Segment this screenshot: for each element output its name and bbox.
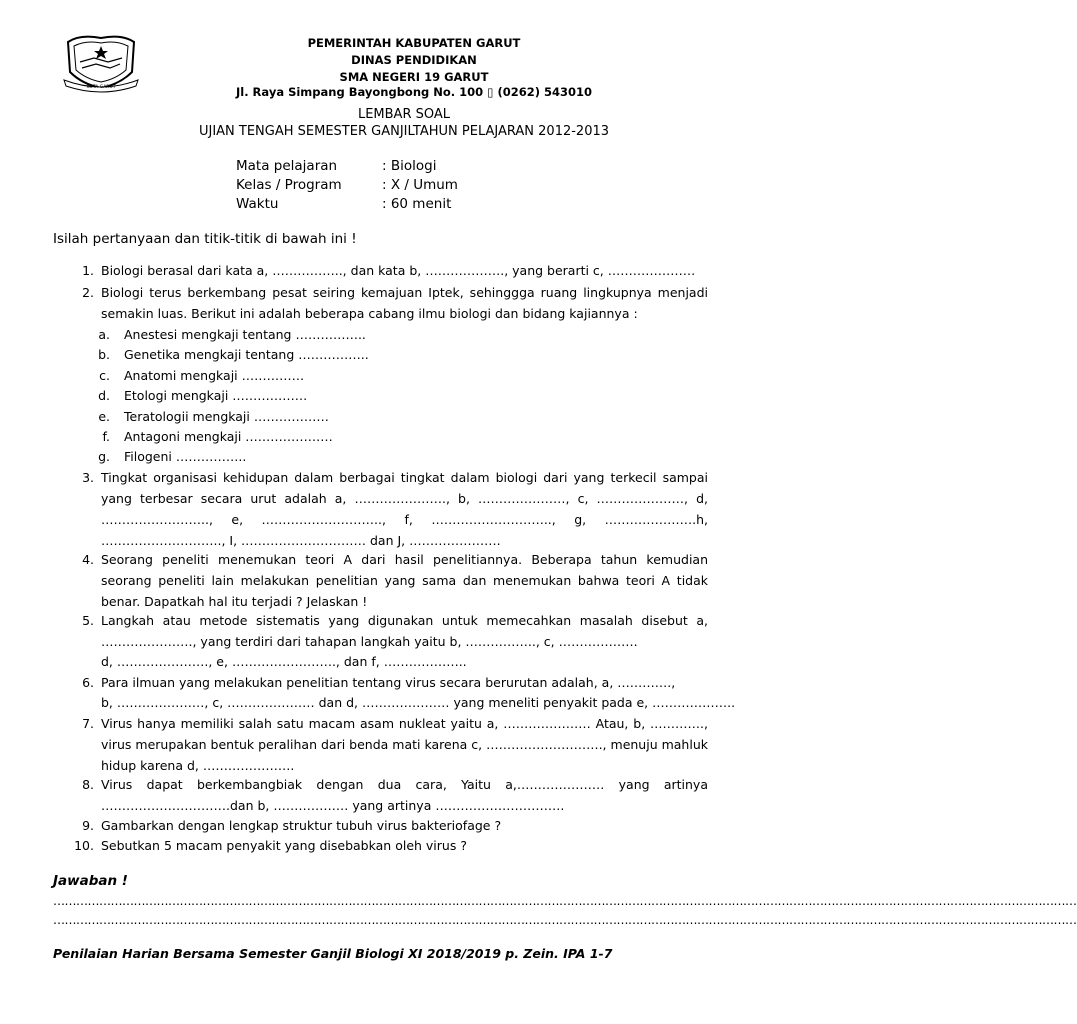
meta-key: Mata pelajaran bbox=[236, 158, 338, 174]
meta-value: : X / Umum bbox=[382, 177, 458, 193]
question-number: 3. bbox=[82, 470, 94, 485]
question-number: 2. bbox=[82, 285, 94, 300]
header-government: PEMERINTAH KABUPATEN GARUT bbox=[307, 36, 521, 50]
question-4: Seorang peneliti menemukan teori A dari hasil penelitiannya. Beberapa tahun kemudian seorang peneliti lain melakukan penelitian yang sama dan menemukan bahwa teori A tidak benar. Dapatkah hal itu terjadi ? Jelaskan ! bbox=[101, 552, 708, 609]
header-address: Jl. Raya Simpang Bayongbong No. 100 ▯ (0262) 543010 bbox=[235, 85, 593, 99]
subitem-label: a. bbox=[98, 327, 110, 342]
answer-line: …………………………………………………………………………………………………………………………………………………………………………………………………………………………………………… bbox=[53, 913, 1077, 927]
footer-note: Penilaian Harian Bersama Semester Ganjil Biologi XI 2018/2019 p. Zein. IPA 1-7 bbox=[53, 946, 613, 961]
exam-title: UJIAN TENGAH SEMESTER GANJILTAHUN PELAJARAN 2012-2013 bbox=[198, 124, 610, 139]
question-3: Tingkat organisasi kehidupan dalam berbagai tingkat dalam biologi dari yang terkecil sampai yang terbesar secara urut adalah a, …………………., b, …………………, c, …………………, d, …………………….., e, ……………………….., f, ……………………….., g, ………………….h, ……………………….., I, ………………………… dan J, …………………. bbox=[101, 470, 708, 548]
subitem-c: Anatomi mengkaji …………… bbox=[124, 368, 305, 383]
subitem-a: Anestesi mengkaji tentang …………….. bbox=[124, 327, 366, 342]
question-number: 5. bbox=[82, 613, 94, 628]
question-5-line3: d, …………………., e, ……………………., dan f, ……………….. bbox=[101, 654, 467, 669]
question-number: 10. bbox=[74, 838, 94, 853]
header-department: DINAS PENDIDIKAN bbox=[351, 53, 477, 67]
question-1: Biologi berasal dari kata a, …………….., dan kata b, ………………., yang berarti c, ………………… bbox=[101, 263, 696, 278]
meta-time bbox=[236, 196, 451, 212]
question-2: Biologi terus berkembang pesat seiring kemajuan Iptek, sehinggga ruang lingkupnya menjadi semakin luas. Berikut ini adalah beberapa cabang ilmu biologi dan bidang kajiannya : bbox=[101, 285, 708, 321]
subitem-g: Filogeni …………….. bbox=[124, 449, 247, 464]
answer-line: …………………………………………………………………………………………………………………………………………………………………………………………………………………………………………… bbox=[53, 894, 1077, 908]
emblem-text: KOTA GARUT bbox=[86, 85, 116, 90]
subitem-e: Teratologii mengkaji ……………… bbox=[124, 409, 329, 424]
meta-value: : 60 menit bbox=[382, 196, 452, 212]
answer-label: Jawaban ! bbox=[53, 873, 128, 889]
question-number: 8. bbox=[82, 777, 94, 792]
subitem-f: Antagoni mengkaji ………………… bbox=[124, 429, 333, 444]
subitem-label: g. bbox=[98, 449, 110, 464]
subitem-d: Etologi mengkaji ……………… bbox=[124, 388, 308, 403]
meta-key: Kelas / Program bbox=[236, 177, 342, 193]
question-number: 9. bbox=[82, 818, 94, 833]
subitem-label: c. bbox=[99, 368, 110, 383]
question-7: Virus hanya memiliki salah satu macam asam nukleat yaitu a, ………………… Atau, b, …………., virus merupakan bentuk peralihan dari benda mati karena c, ………………………., menuju mahluk hidup karena d, …………………. bbox=[101, 716, 708, 773]
meta-class bbox=[236, 177, 458, 193]
question-number: 4. bbox=[82, 552, 94, 567]
meta-key: Waktu bbox=[236, 196, 279, 212]
instruction: Isilah pertanyaan dan titik-titik di bawah ini ! bbox=[53, 231, 357, 247]
question-8: Virus dapat berkembangbiak dengan dua cara, Yaitu a,………………… yang artinya ………………………….dan b, ……………… yang artinya …………………………. bbox=[101, 777, 708, 813]
subitem-label: b. bbox=[98, 347, 110, 362]
header-school: SMA NEGERI 19 GARUT bbox=[339, 70, 489, 84]
subitem-label: f. bbox=[102, 429, 110, 444]
question-10: Sebutkan 5 macam penyakit yang disebabkan oleh virus ? bbox=[101, 838, 467, 853]
question-5: Langkah atau metode sistematis yang digunakan untuk memecahkan masalah disebut a, …………………., yang terdiri dari tahapan langkah yaitu b, …………….., c, ………………. bbox=[101, 613, 708, 649]
subitem-label: d. bbox=[98, 388, 110, 403]
question-number: 6. bbox=[82, 675, 94, 690]
subitem-label: e. bbox=[98, 409, 110, 424]
question-number: 1. bbox=[82, 263, 94, 278]
sheet-title: LEMBAR SOAL bbox=[357, 107, 451, 122]
meta-value: : Biologi bbox=[382, 158, 437, 174]
question-number: 7. bbox=[82, 716, 94, 731]
subitem-b: Genetika mengkaji tentang …………….. bbox=[124, 347, 369, 362]
question-6-line2: b, …………………, c, ………………… dan d, ………………… yang meneliti penyakit pada e, ……………….. bbox=[101, 695, 736, 710]
question-6: Para ilmuan yang melakukan penelitian tentang virus secara berurutan adalah, a, …………., bbox=[101, 675, 676, 690]
question-9: Gambarkan dengan lengkap struktur tubuh virus bakteriofage ? bbox=[101, 818, 502, 833]
meta-subject bbox=[236, 158, 436, 174]
